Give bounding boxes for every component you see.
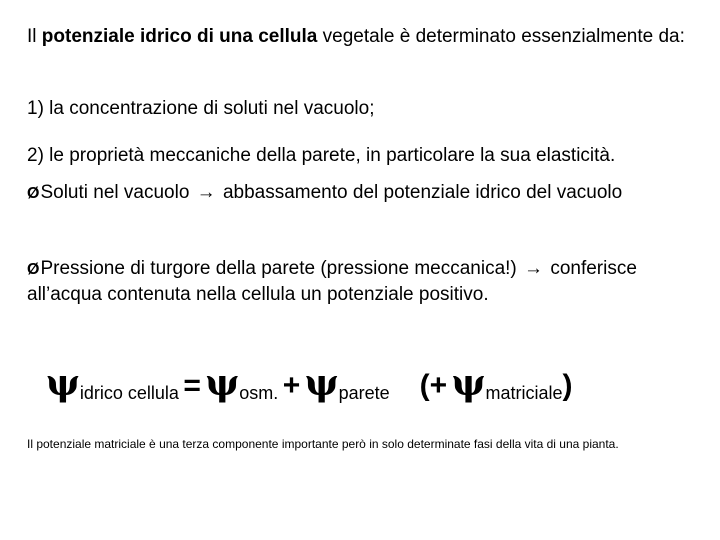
bullet-solutes-left: Soluti nel vacuolo: [40, 182, 190, 203]
water-potential-equation: [46, 362, 573, 404]
intro-suffix: vegetale è determinato essenzialmente da:: [317, 26, 685, 47]
bullet-turgor-left: Pressione di turgore della parete (pressione meccanica!): [40, 258, 517, 279]
bullet-turgor-right: conferisce all’acqua contenuta nella cellula un potenziale positivo.: [27, 258, 637, 305]
bullet-arrow-icon: Ø: [27, 185, 40, 202]
psi-symbol: ψ: [451, 362, 486, 404]
psi-symbol: ψ: [205, 362, 240, 404]
intro-paragraph: [27, 24, 717, 49]
bullet-arrow-icon: Ø: [27, 261, 40, 278]
bullet-solutes-right: abbassamento del potenziale idrico del vacuolo: [222, 182, 623, 203]
subscript-parete: parete: [338, 383, 390, 403]
intro-prefix: Il: [27, 26, 42, 47]
right-arrow-icon: →: [196, 182, 216, 203]
intro-bold-term: potenziale idrico di una cellula: [41, 26, 318, 47]
equals-sign: =: [183, 369, 201, 402]
open-paren-plus: (+: [419, 369, 448, 402]
psi-symbol: ψ: [304, 362, 339, 404]
point-1: 1) la concentrazione di soluti nel vacuolo;: [27, 98, 375, 119]
bullet-solutes: [27, 180, 707, 206]
psi-symbol: ψ: [46, 362, 80, 404]
point-2: 2) le proprietà meccaniche della parete, in particolare la sua elasticità.: [27, 145, 616, 166]
footnote: Il potenziale matriciale è una terza componente importante però in solo determinate fasi della vita di una pianta.: [27, 437, 619, 451]
close-paren: ): [562, 369, 573, 402]
bullet-turgor: [27, 256, 717, 307]
subscript-idrico-cellula: idrico cellula: [79, 383, 179, 403]
plus-sign: +: [282, 369, 301, 402]
right-arrow-icon: →: [524, 258, 544, 279]
subscript-osm: osm.: [239, 383, 279, 403]
subscript-matriciale: matriciale: [485, 383, 563, 403]
